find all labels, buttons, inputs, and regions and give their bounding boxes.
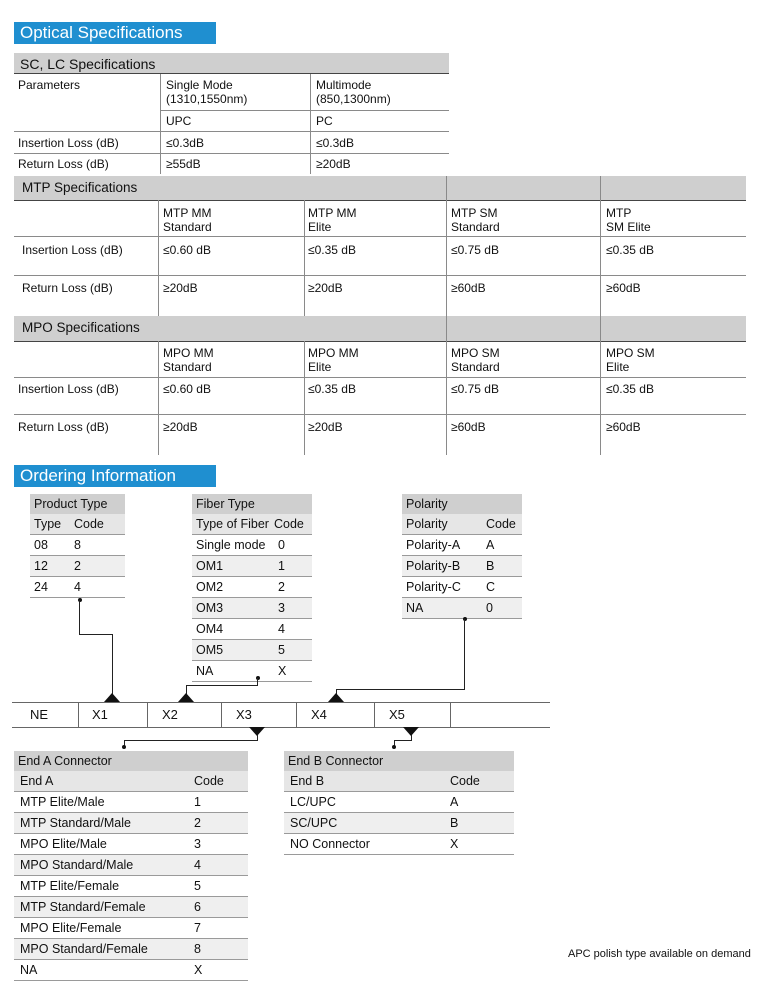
ea-code: 6 — [194, 900, 201, 914]
eb-code: B — [450, 816, 459, 830]
part-number-code-bar — [12, 702, 550, 728]
mtp-rl-label: Return Loss (dB) — [22, 281, 113, 295]
end-a-table — [14, 751, 248, 981]
sc-header-parameters: Parameters — [18, 78, 81, 92]
eb-head-end: End B — [290, 774, 325, 788]
end-b-title: End B Connector — [284, 751, 514, 771]
connector-dot — [392, 745, 396, 749]
pol-name: NA — [406, 601, 424, 615]
pol-head-code: Code — [486, 517, 516, 531]
ft-head-code: Code — [274, 517, 304, 531]
mtp-rl-3: ≥60dB — [451, 281, 486, 295]
ea-name: NA — [20, 963, 38, 977]
sc-header-single-mode: Single Mode (1310,1550nm) — [166, 78, 248, 106]
ft-type: OM3 — [196, 601, 224, 615]
ea-code: 1 — [194, 795, 201, 809]
connector-line — [79, 600, 80, 635]
ea-name: MTP Elite/Male — [20, 795, 105, 809]
polarity-title: Polarity — [402, 494, 522, 514]
pt-code: 8 — [74, 538, 81, 552]
mpo-il-label: Insertion Loss (dB) — [18, 382, 119, 396]
product-type-title: Product Type — [30, 494, 125, 514]
optical-spec-banner: Optical Specifications — [14, 22, 216, 44]
ea-name: MPO Elite/Female — [20, 921, 122, 935]
pointer-x1-icon — [104, 693, 120, 702]
code-seg-ne: NE — [12, 703, 79, 727]
end-a-title: End A Connector — [14, 751, 248, 771]
sc-il-mm: ≤0.3dB — [316, 136, 354, 150]
pt-type: 08 — [34, 538, 48, 552]
eb-name: LC/UPC — [290, 795, 336, 809]
mtp-rl-1: ≥20dB — [163, 281, 198, 295]
ea-code: 2 — [194, 816, 201, 830]
apc-note: APC polish type available on demand — [568, 948, 751, 960]
code-seg-x1: X1 — [79, 703, 148, 727]
sc-upc: UPC — [166, 114, 192, 128]
pointer-x4-icon — [328, 693, 344, 702]
ea-head-end: End A — [20, 774, 54, 788]
sc-header-multimode: Multimode (850,1300nm) — [316, 78, 391, 106]
pt-head-type: Type — [34, 517, 62, 531]
connector-line — [79, 634, 113, 635]
ft-type: OM2 — [196, 580, 224, 594]
mtp-il-1: ≤0.60 dB — [163, 243, 211, 257]
ft-code: 4 — [278, 622, 285, 636]
mtp-h1: MTP MM Standard — [163, 206, 212, 234]
mtp-il-3: ≤0.75 dB — [451, 243, 499, 257]
connector-line — [186, 685, 258, 686]
ft-code: X — [278, 664, 287, 678]
eb-code: X — [450, 837, 459, 851]
mpo-rl-2: ≥20dB — [308, 420, 343, 434]
eb-code: A — [450, 795, 459, 809]
ft-type: Single mode — [196, 538, 266, 552]
eb-name: SC/UPC — [290, 816, 338, 830]
mpo-rl-label: Return Loss (dB) — [18, 420, 109, 434]
ea-head-code: Code — [194, 774, 224, 788]
sc-rl-label: Return Loss (dB) — [18, 157, 109, 171]
mpo-h1: MPO MM Standard — [163, 346, 214, 374]
mpo-h3: MPO SM Standard — [451, 346, 500, 374]
connector-line — [124, 740, 258, 741]
mpo-title: MPO Specifications — [22, 320, 140, 335]
ea-code: 5 — [194, 879, 201, 893]
ea-name: MPO Standard/Female — [20, 942, 148, 956]
pt-type: 12 — [34, 559, 48, 573]
fiber-type-title: Fiber Type — [192, 494, 312, 514]
polarity-table — [402, 494, 522, 619]
mpo-il-2: ≤0.35 dB — [308, 382, 356, 396]
mtp-rl-2: ≥20dB — [308, 281, 343, 295]
ea-code: 7 — [194, 921, 201, 935]
fiber-type-table — [192, 494, 312, 682]
ft-type: OM5 — [196, 643, 224, 657]
pt-code: 2 — [74, 559, 81, 573]
ea-name: MTP Standard/Male — [20, 816, 131, 830]
ordering-info-banner: Ordering Information — [14, 465, 216, 487]
pol-name: Polarity-C — [406, 580, 461, 594]
end-b-table — [284, 751, 514, 855]
eb-head-code: Code — [450, 774, 480, 788]
code-seg-x2: X2 — [148, 703, 222, 727]
mpo-h4: MPO SM Elite — [606, 346, 655, 374]
code-seg-x5: X5 — [375, 703, 451, 727]
ft-code: 3 — [278, 601, 285, 615]
mtp-rl-4: ≥60dB — [606, 281, 641, 295]
ft-type: OM1 — [196, 559, 224, 573]
ea-code: 8 — [194, 942, 201, 956]
product-type-table — [30, 494, 125, 598]
ea-name: MPO Standard/Male — [20, 858, 134, 872]
mtp-il-label: Insertion Loss (dB) — [22, 243, 123, 257]
sc-pc: PC — [316, 114, 333, 128]
ea-code: X — [194, 963, 203, 977]
ft-type: OM4 — [196, 622, 224, 636]
sc-rl-mm: ≥20dB — [316, 157, 351, 171]
ft-code: 5 — [278, 643, 285, 657]
eb-name: NO Connector — [290, 837, 370, 851]
pol-name: Polarity-A — [406, 538, 461, 552]
pol-head-polarity: Polarity — [406, 517, 448, 531]
pol-code: A — [486, 538, 495, 552]
mtp-il-4: ≤0.35 dB — [606, 243, 654, 257]
ea-name: MPO Elite/Male — [20, 837, 107, 851]
mtp-h3: MTP SM Standard — [451, 206, 500, 234]
ft-code: 0 — [278, 538, 285, 552]
pol-code: B — [486, 559, 495, 573]
ft-code: 2 — [278, 580, 285, 594]
pol-code: 0 — [486, 601, 493, 615]
connector-dot — [122, 745, 126, 749]
ea-code: 4 — [194, 858, 201, 872]
mpo-il-4: ≤0.35 dB — [606, 382, 654, 396]
connector-line — [336, 689, 465, 690]
connector-line — [394, 740, 412, 741]
mpo-rl-1: ≥20dB — [163, 420, 198, 434]
pointer-x2-icon — [178, 693, 194, 702]
mpo-il-3: ≤0.75 dB — [451, 382, 499, 396]
sc-il-sm: ≤0.3dB — [166, 136, 204, 150]
pt-type: 24 — [34, 580, 48, 594]
ft-head-type: Type of Fiber — [196, 517, 269, 531]
pol-code: C — [486, 580, 496, 594]
code-seg-blank — [451, 703, 550, 727]
pol-name: Polarity-B — [406, 559, 461, 573]
code-seg-x4: X4 — [297, 703, 375, 727]
mtp-h4: MTP SM Elite — [606, 206, 651, 234]
ea-code: 3 — [194, 837, 201, 851]
ft-code: 1 — [278, 559, 285, 573]
mpo-il-1: ≤0.60 dB — [163, 382, 211, 396]
mtp-h2: MTP MM Elite — [308, 206, 357, 234]
sc-title: SC, LC Specifications — [20, 56, 156, 72]
sc-il-label: Insertion Loss (dB) — [18, 136, 119, 150]
mpo-h2: MPO MM Elite — [308, 346, 359, 374]
mtp-title: MTP Specifications — [22, 180, 138, 195]
ea-name: MTP Elite/Female — [20, 879, 120, 893]
mpo-rl-3: ≥60dB — [451, 420, 486, 434]
code-seg-x3: X3 — [222, 703, 297, 727]
pt-code: 4 — [74, 580, 81, 594]
mpo-rl-4: ≥60dB — [606, 420, 641, 434]
pt-head-code: Code — [74, 517, 104, 531]
connector-line — [112, 634, 113, 694]
connector-line — [464, 619, 465, 690]
ft-type: NA — [196, 664, 214, 678]
sc-rl-sm: ≥55dB — [166, 157, 201, 171]
mtp-il-2: ≤0.35 dB — [308, 243, 356, 257]
ea-name: MTP Standard/Female — [20, 900, 146, 914]
